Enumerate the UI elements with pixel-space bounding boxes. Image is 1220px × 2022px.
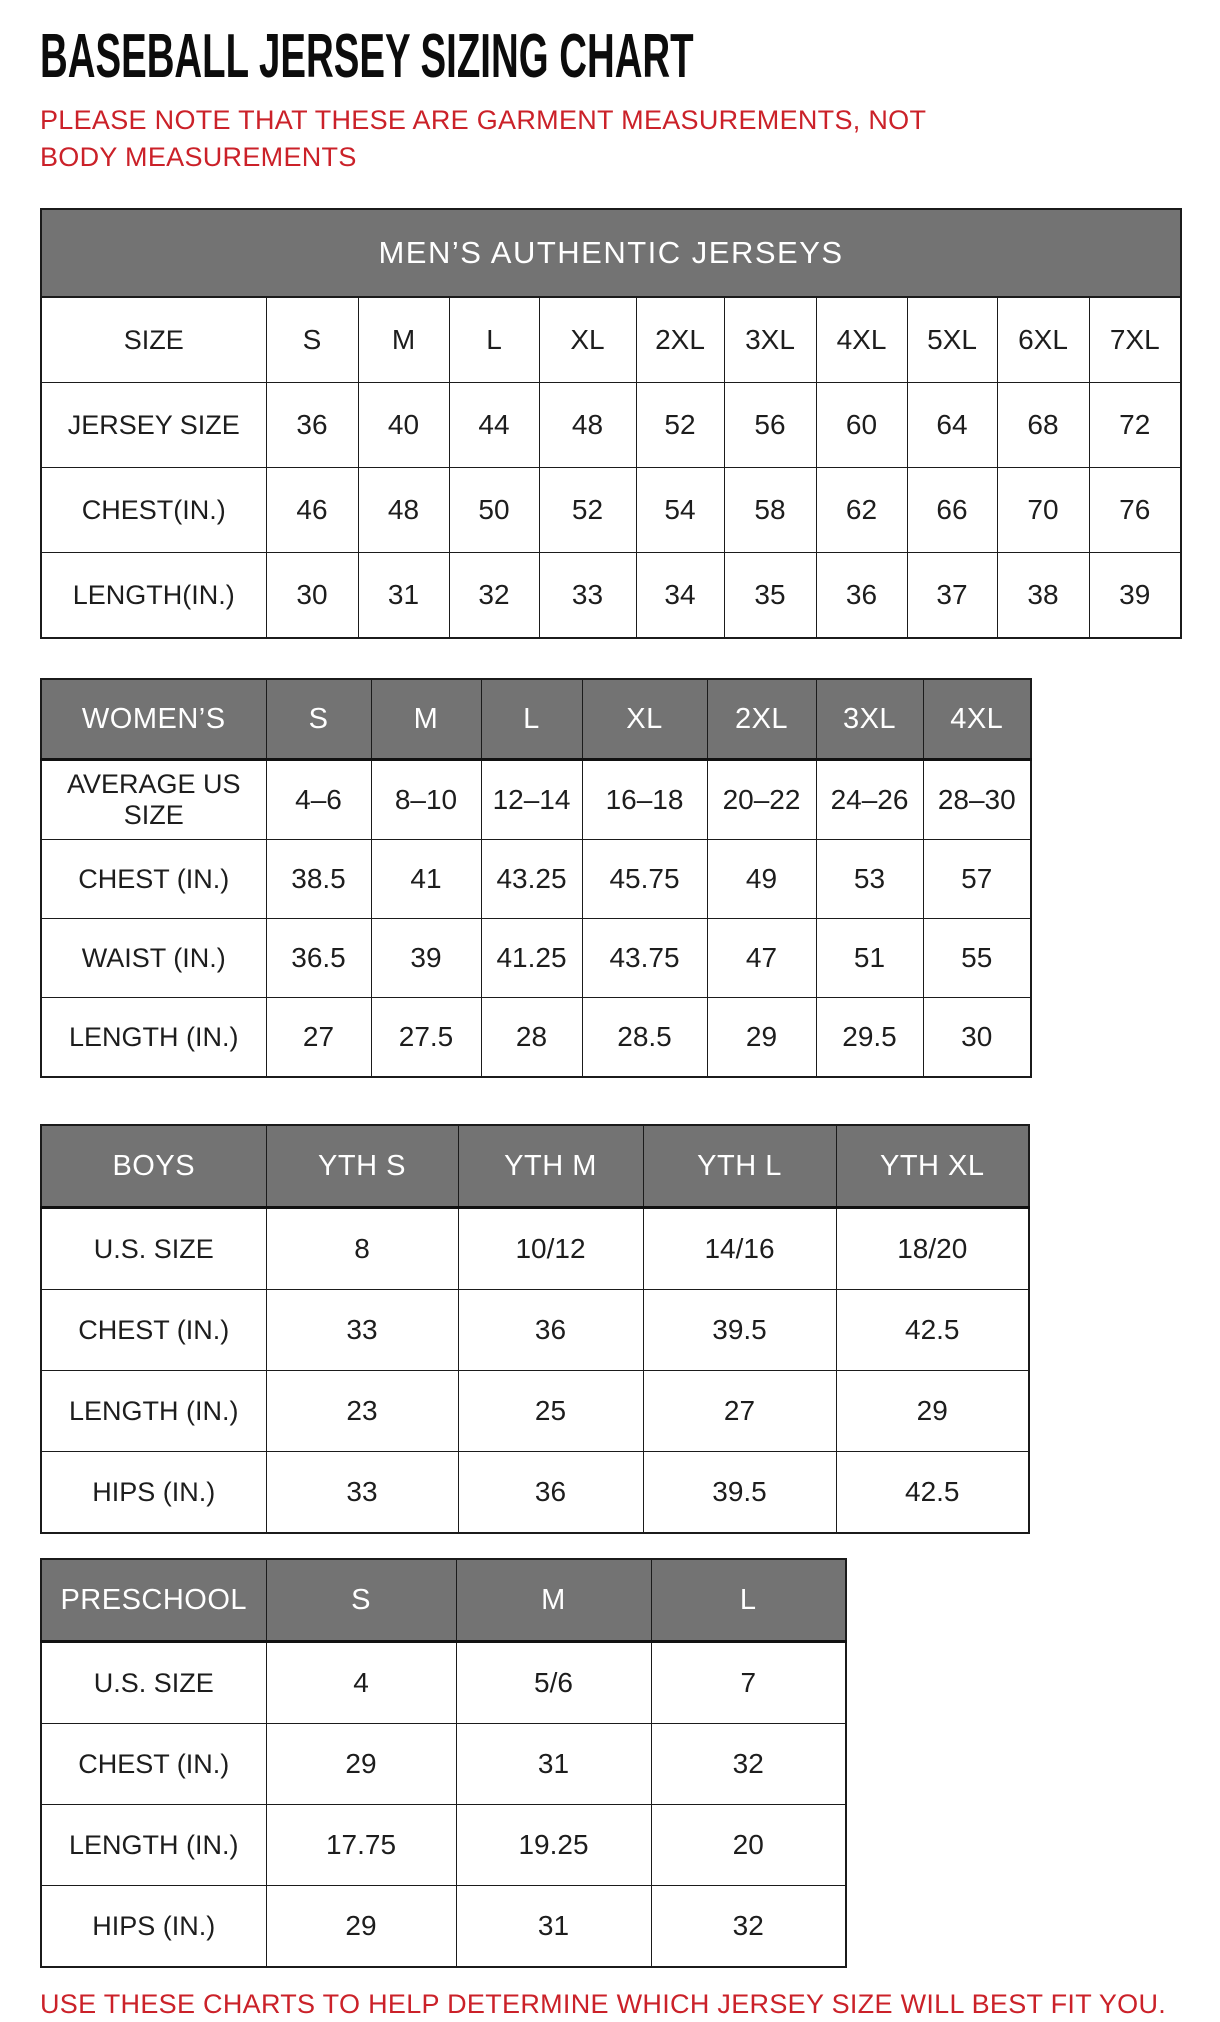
value-cell: 4 [266, 1642, 456, 1724]
value-cell: 43.25 [481, 840, 582, 919]
value-cell: 39.5 [643, 1290, 836, 1371]
womens-sizing-table [40, 678, 1032, 1078]
value-cell: 32 [651, 1724, 846, 1805]
value-cell: 72 [1089, 383, 1181, 468]
table-row [41, 1208, 1029, 1290]
table-row [41, 998, 1031, 1078]
value-cell: 5XL [907, 297, 997, 383]
value-cell: 18/20 [836, 1208, 1029, 1290]
table-banner-row [41, 209, 1181, 297]
table-row [41, 1724, 846, 1805]
value-cell: 20–22 [707, 760, 816, 840]
value-cell: 10/12 [458, 1208, 643, 1290]
value-cell: 28.5 [582, 998, 707, 1078]
boys-sizing-table [40, 1124, 1030, 1534]
value-cell: 29 [266, 1886, 456, 1968]
value-cell: 42.5 [836, 1290, 1029, 1371]
table-row [41, 468, 1181, 553]
table-header-row [41, 1559, 846, 1642]
table-row [41, 919, 1031, 998]
value-cell: 36 [458, 1452, 643, 1534]
value-cell: 4XL [816, 297, 907, 383]
header-size-cell: S [266, 679, 371, 760]
row-label-cell: LENGTH (IN.) [41, 1371, 266, 1452]
value-cell: 41.25 [481, 919, 582, 998]
value-cell: 52 [636, 383, 724, 468]
header-size-cell: 2XL [707, 679, 816, 760]
value-cell: 62 [816, 468, 907, 553]
value-cell: 39 [1089, 553, 1181, 639]
value-cell: 55 [923, 919, 1031, 998]
value-cell: 58 [724, 468, 816, 553]
value-cell: 20 [651, 1805, 846, 1886]
value-cell: 52 [539, 468, 636, 553]
value-cell: S [266, 297, 358, 383]
value-cell: 46 [266, 468, 358, 553]
value-cell: 29 [707, 998, 816, 1078]
value-cell: 19.25 [456, 1805, 651, 1886]
header-size-cell: L [481, 679, 582, 760]
header-size-cell: YTH XL [836, 1125, 1029, 1208]
garment-measurements-note: PLEASE NOTE THAT THESE ARE GARMENT MEASUREMENTS, NOT BODY MEASUREMENTS [40, 105, 926, 172]
table-row [41, 1290, 1029, 1371]
value-cell: 28–30 [923, 760, 1031, 840]
header-size-cell: M [456, 1559, 651, 1642]
value-cell: 39.5 [643, 1452, 836, 1534]
value-cell: 36 [816, 553, 907, 639]
value-cell: 25 [458, 1371, 643, 1452]
row-label-cell: AVERAGE US SIZE [41, 760, 266, 840]
value-cell: 41 [371, 840, 481, 919]
value-cell: 42.5 [836, 1452, 1029, 1534]
footer-note: USE THESE CHARTS TO HELP DETERMINE WHICH JERSEY SIZE WILL BEST FIT YOU. [40, 1989, 1167, 2019]
row-label-cell: CHEST (IN.) [41, 1290, 266, 1371]
value-cell: 17.75 [266, 1805, 456, 1886]
value-cell: 54 [636, 468, 724, 553]
header-label-cell: WOMEN’S [41, 679, 266, 760]
row-label-cell: U.S. SIZE [41, 1642, 266, 1724]
value-cell: XL [539, 297, 636, 383]
value-cell: 66 [907, 468, 997, 553]
value-cell: L [449, 297, 539, 383]
value-cell: 53 [816, 840, 923, 919]
preschool-sizing-table [40, 1558, 847, 1968]
table-row [41, 383, 1181, 468]
header-size-cell: S [266, 1559, 456, 1642]
table-row [41, 760, 1031, 840]
value-cell: 16–18 [582, 760, 707, 840]
row-label-cell: CHEST (IN.) [41, 1724, 266, 1805]
value-cell: 29.5 [816, 998, 923, 1078]
table-row [41, 1805, 846, 1886]
row-label-cell: CHEST(IN.) [41, 468, 266, 553]
value-cell: 33 [539, 553, 636, 639]
table-row [41, 1371, 1029, 1452]
header-label-cell: PRESCHOOL [41, 1559, 266, 1642]
header-size-cell: 3XL [816, 679, 923, 760]
value-cell: 29 [836, 1371, 1029, 1452]
value-cell: 5/6 [456, 1642, 651, 1724]
value-cell: 36 [458, 1290, 643, 1371]
row-label-cell: WAIST (IN.) [41, 919, 266, 998]
value-cell: 48 [358, 468, 449, 553]
row-label-cell: LENGTH(IN.) [41, 553, 266, 639]
value-cell: 27 [266, 998, 371, 1078]
value-cell: 31 [456, 1886, 651, 1968]
value-cell: 14/16 [643, 1208, 836, 1290]
value-cell: 38.5 [266, 840, 371, 919]
row-label-cell: LENGTH (IN.) [41, 998, 266, 1078]
value-cell: 3XL [724, 297, 816, 383]
value-cell: 27 [643, 1371, 836, 1452]
value-cell: 31 [456, 1724, 651, 1805]
value-cell: 30 [266, 553, 358, 639]
value-cell: 30 [923, 998, 1031, 1078]
row-label-cell: U.S. SIZE [41, 1208, 266, 1290]
row-label-cell: JERSEY SIZE [41, 383, 266, 468]
value-cell: 70 [997, 468, 1089, 553]
value-cell: 40 [358, 383, 449, 468]
value-cell: 7XL [1089, 297, 1181, 383]
value-cell: 36 [266, 383, 358, 468]
table-row [41, 553, 1181, 639]
value-cell: 44 [449, 383, 539, 468]
header-size-cell: YTH S [266, 1125, 458, 1208]
row-label-cell: SIZE [41, 297, 266, 383]
value-cell: 51 [816, 919, 923, 998]
header-size-cell: YTH L [643, 1125, 836, 1208]
header-size-cell: L [651, 1559, 846, 1642]
value-cell: 36.5 [266, 919, 371, 998]
value-cell: 29 [266, 1724, 456, 1805]
table-row [41, 840, 1031, 919]
row-label-cell: LENGTH (IN.) [41, 1805, 266, 1886]
value-cell: 33 [266, 1290, 458, 1371]
value-cell: 28 [481, 998, 582, 1078]
table-banner-title: MEN’S AUTHENTIC JERSEYS [41, 209, 1181, 297]
value-cell: 76 [1089, 468, 1181, 553]
value-cell: 2XL [636, 297, 724, 383]
value-cell: 68 [997, 383, 1089, 468]
value-cell: 27.5 [371, 998, 481, 1078]
table-header-row [41, 1125, 1029, 1208]
value-cell: 49 [707, 840, 816, 919]
value-cell: 50 [449, 468, 539, 553]
value-cell: 32 [449, 553, 539, 639]
value-cell: 37 [907, 553, 997, 639]
row-label-cell: CHEST (IN.) [41, 840, 266, 919]
value-cell: 64 [907, 383, 997, 468]
header-label-cell: BOYS [41, 1125, 266, 1208]
value-cell: 6XL [997, 297, 1089, 383]
table-row [41, 1886, 846, 1968]
value-cell: 35 [724, 553, 816, 639]
value-cell: 38 [997, 553, 1089, 639]
header-size-cell: 4XL [923, 679, 1031, 760]
value-cell: 8 [266, 1208, 458, 1290]
value-cell: 47 [707, 919, 816, 998]
value-cell: 12–14 [481, 760, 582, 840]
value-cell: 45.75 [582, 840, 707, 919]
mens-authentic-jerseys-table [40, 208, 1182, 639]
value-cell: 24–26 [816, 760, 923, 840]
header-size-cell: M [371, 679, 481, 760]
value-cell: 57 [923, 840, 1031, 919]
table-header-row [41, 679, 1031, 760]
value-cell: 43.75 [582, 919, 707, 998]
header-size-cell: XL [582, 679, 707, 760]
value-cell: M [358, 297, 449, 383]
table-row [41, 297, 1181, 383]
value-cell: 23 [266, 1371, 458, 1452]
table-row [41, 1452, 1029, 1534]
value-cell: 60 [816, 383, 907, 468]
row-label-cell: HIPS (IN.) [41, 1886, 266, 1968]
value-cell: 8–10 [371, 760, 481, 840]
value-cell: 48 [539, 383, 636, 468]
value-cell: 39 [371, 919, 481, 998]
value-cell: 34 [636, 553, 724, 639]
row-label-cell: HIPS (IN.) [41, 1452, 266, 1534]
value-cell: 56 [724, 383, 816, 468]
value-cell: 33 [266, 1452, 458, 1534]
value-cell: 4–6 [266, 760, 371, 840]
header-size-cell: YTH M [458, 1125, 643, 1208]
value-cell: 32 [651, 1886, 846, 1968]
value-cell: 7 [651, 1642, 846, 1724]
page-title: BASEBALL JERSEY SIZING CHART [40, 20, 694, 91]
table-row [41, 1642, 846, 1724]
value-cell: 31 [358, 553, 449, 639]
